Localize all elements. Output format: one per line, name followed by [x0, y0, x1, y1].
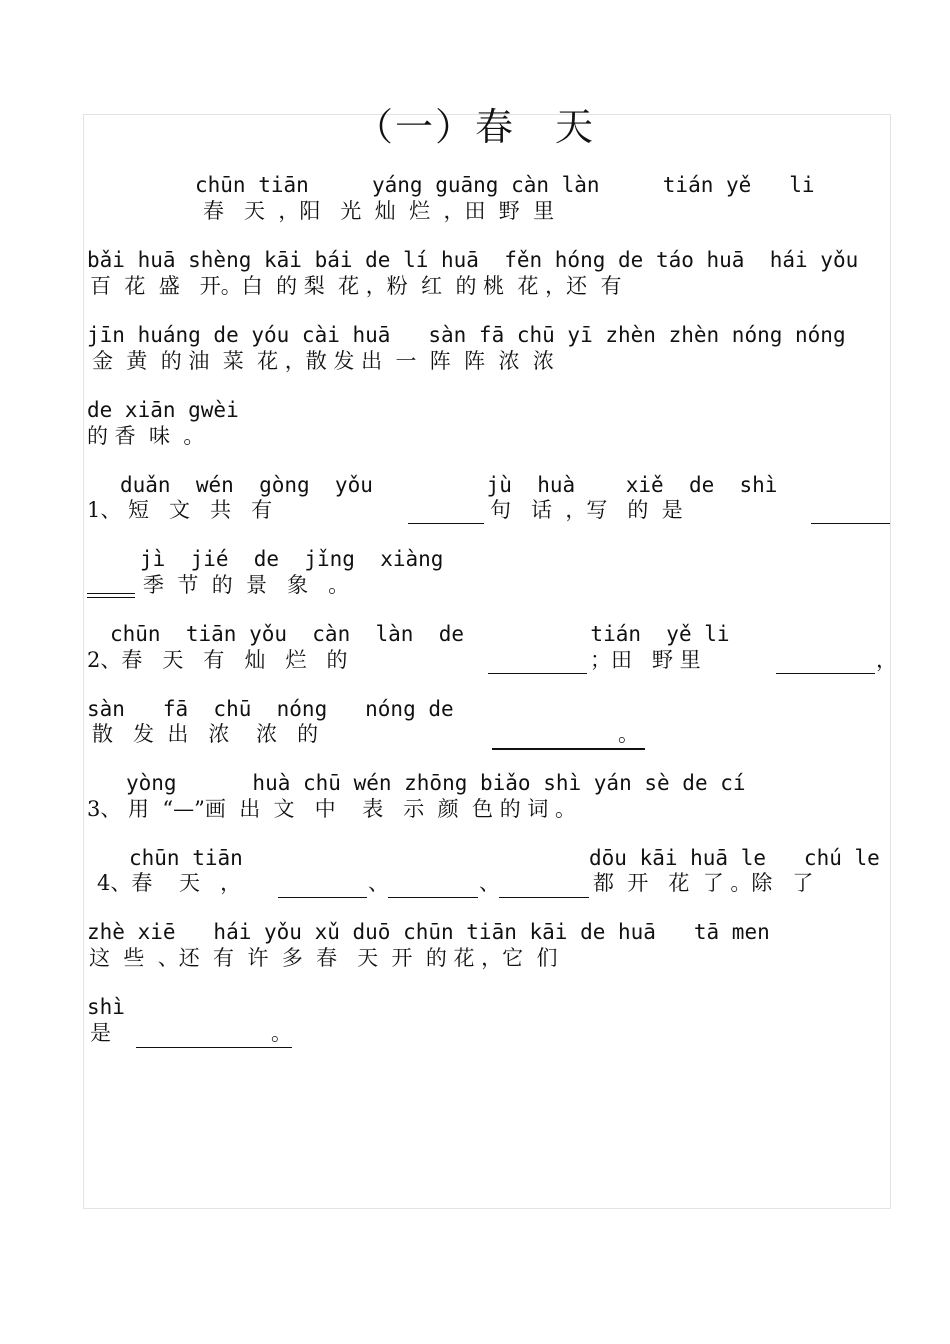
q4-pinyin-c: zhè xiē hái yǒu xǔ duō chūn tiān kāi de huā tā men	[87, 920, 770, 944]
q2-text-a: 2、春 天 有 灿 烂 的	[87, 648, 348, 672]
q4-period: 。	[271, 1021, 292, 1045]
q2-comma: ，	[876, 648, 897, 672]
q4-text-c: 这 些 、还 有 许 多 春 天 开 的 花 ，它 们	[89, 946, 558, 970]
q4-blank-4[interactable]	[136, 1047, 292, 1048]
q1-pinyin: duǎn wén gòng yǒu jù huà xiě de shì	[120, 473, 778, 497]
q3-text: 3、 用 “—”画 出 文 中 表 示 颜 色 的 词 。	[87, 797, 577, 821]
q2-blank-1[interactable]	[488, 673, 587, 674]
q1-text-b: 句 话 ，写 的 是	[490, 498, 683, 522]
q1-pinyin-c: jì jié de jǐng xiàng	[140, 547, 444, 571]
q1-blank-season[interactable]	[811, 523, 890, 524]
q4-sep-2: 、	[479, 871, 500, 895]
q2-text-c: 散 发 出 浓 浓 的	[92, 722, 319, 746]
q2-text-b: ；田 野 里	[590, 648, 701, 672]
passage-pinyin-1: chūn tiān yáng guāng càn làn tián yě li	[195, 173, 815, 197]
q4-sep-1: 、	[368, 871, 389, 895]
q2-blank-2[interactable]	[776, 673, 875, 674]
page-title: （一）春 天	[354, 105, 595, 149]
q3-pinyin: yòng huà chū wén zhōng biǎo shì yán sè de cí	[126, 771, 746, 795]
q4-text-d: 是	[90, 1021, 111, 1045]
q4-blank-1[interactable]	[278, 897, 367, 898]
q4-blank-3[interactable]	[499, 897, 589, 898]
q4-pinyin-d: shì	[87, 995, 125, 1019]
q2-pinyin-c: sàn fā chū nóng nóng de	[87, 697, 454, 721]
q4-text-b: 都 开 花 了 。除 了	[593, 871, 814, 895]
q4-blank-2[interactable]	[388, 897, 478, 898]
q4-pinyin-b: dōu kāi huā le chú le	[589, 846, 880, 870]
q1-blank-count[interactable]	[408, 523, 484, 524]
q2-period: 。	[618, 722, 639, 746]
q1-blank-continued[interactable]	[87, 593, 135, 598]
passage-pinyin-3: jīn huáng de yóu cài huā sàn fā chū yī zhèn zhèn nóng nóng	[87, 323, 846, 347]
q1-text-a: 1、 短 文 共 有	[87, 498, 273, 522]
q1-text-c: 季 节 的 景 象 。	[143, 573, 350, 597]
passage-text-3: 金 黄 的 油 菜 花 ，散 发 出 一 阵 阵 浓 浓	[92, 349, 554, 373]
q2-blank-3[interactable]	[492, 748, 645, 750]
passage-text-2: 百 花 盛 开。白 的 梨 花 ，粉 红 的 桃 花 ，还 有	[90, 274, 622, 298]
q4-text-a: 4、春 天 ，	[97, 871, 242, 895]
q2-pinyin: chūn tiān yǒu càn làn de tián yě li	[110, 622, 730, 646]
passage-text-4: 的 香 味 。	[87, 424, 205, 448]
passage-pinyin-4: de xiān gwèi	[87, 398, 239, 422]
q4-pinyin-a: chūn tiān	[129, 846, 243, 870]
passage-text-1: 春 天 ，阳 光 灿 烂 ，田 野 里	[203, 199, 555, 223]
passage-pinyin-2: bǎi huā shèng kāi bái de lí huā fěn hóng de táo huā hái yǒu	[87, 248, 859, 272]
